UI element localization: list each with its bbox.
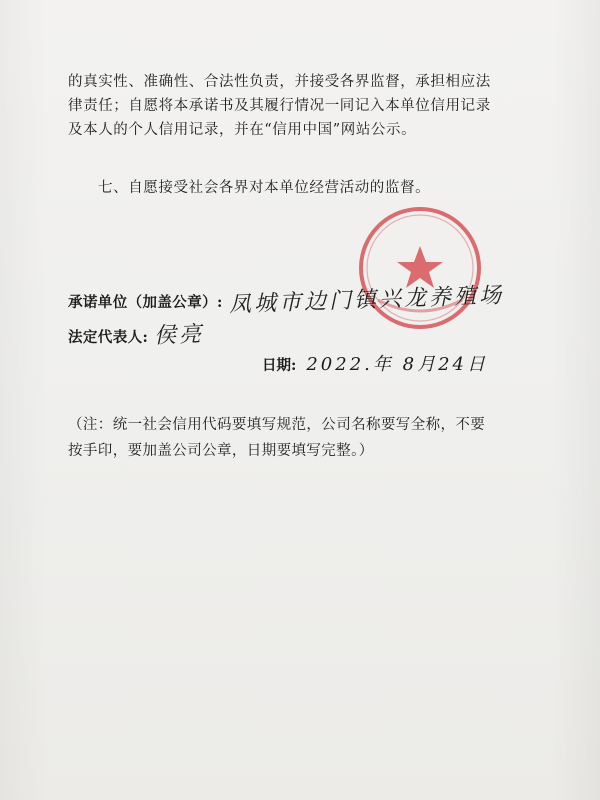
body-line-1: 的真实性、准确性、合法性负责，并接受各界监督，承担相应法 [68,74,491,90]
date-value: 2022.年 8月24日 [306,354,488,375]
body-line-2: 律责任；自愿将本承诺书及其履行情况一同记入本单位信用记录 [68,98,491,114]
item-seven: 七、自愿接受社会各界对本单位经营活动的监督。 [98,180,431,196]
unit-signature: 凤城市边门镇兴龙养殖场 [228,283,505,318]
unit-label: 承诺单位（加盖公章）: [68,294,223,311]
date-label: 日期: [262,357,297,374]
note-line-2: 按手印，要加盖公司公章，日期要填写完整。） [68,443,374,459]
note-line-1: （注：统一社会信用代码要填写规范，公司名称要写全称，不要 [68,417,486,433]
rep-row [68,318,204,349]
rep-label: 法定代表人: [68,329,149,346]
date-row [262,350,488,376]
commitment-body [68,70,538,142]
rep-signature: 侯亮 [153,322,205,349]
body-line-3: 及本人的个人信用记录，并在“信用中国”网站公示。 [68,122,417,138]
unit-row [68,283,505,318]
note-block [68,412,538,464]
